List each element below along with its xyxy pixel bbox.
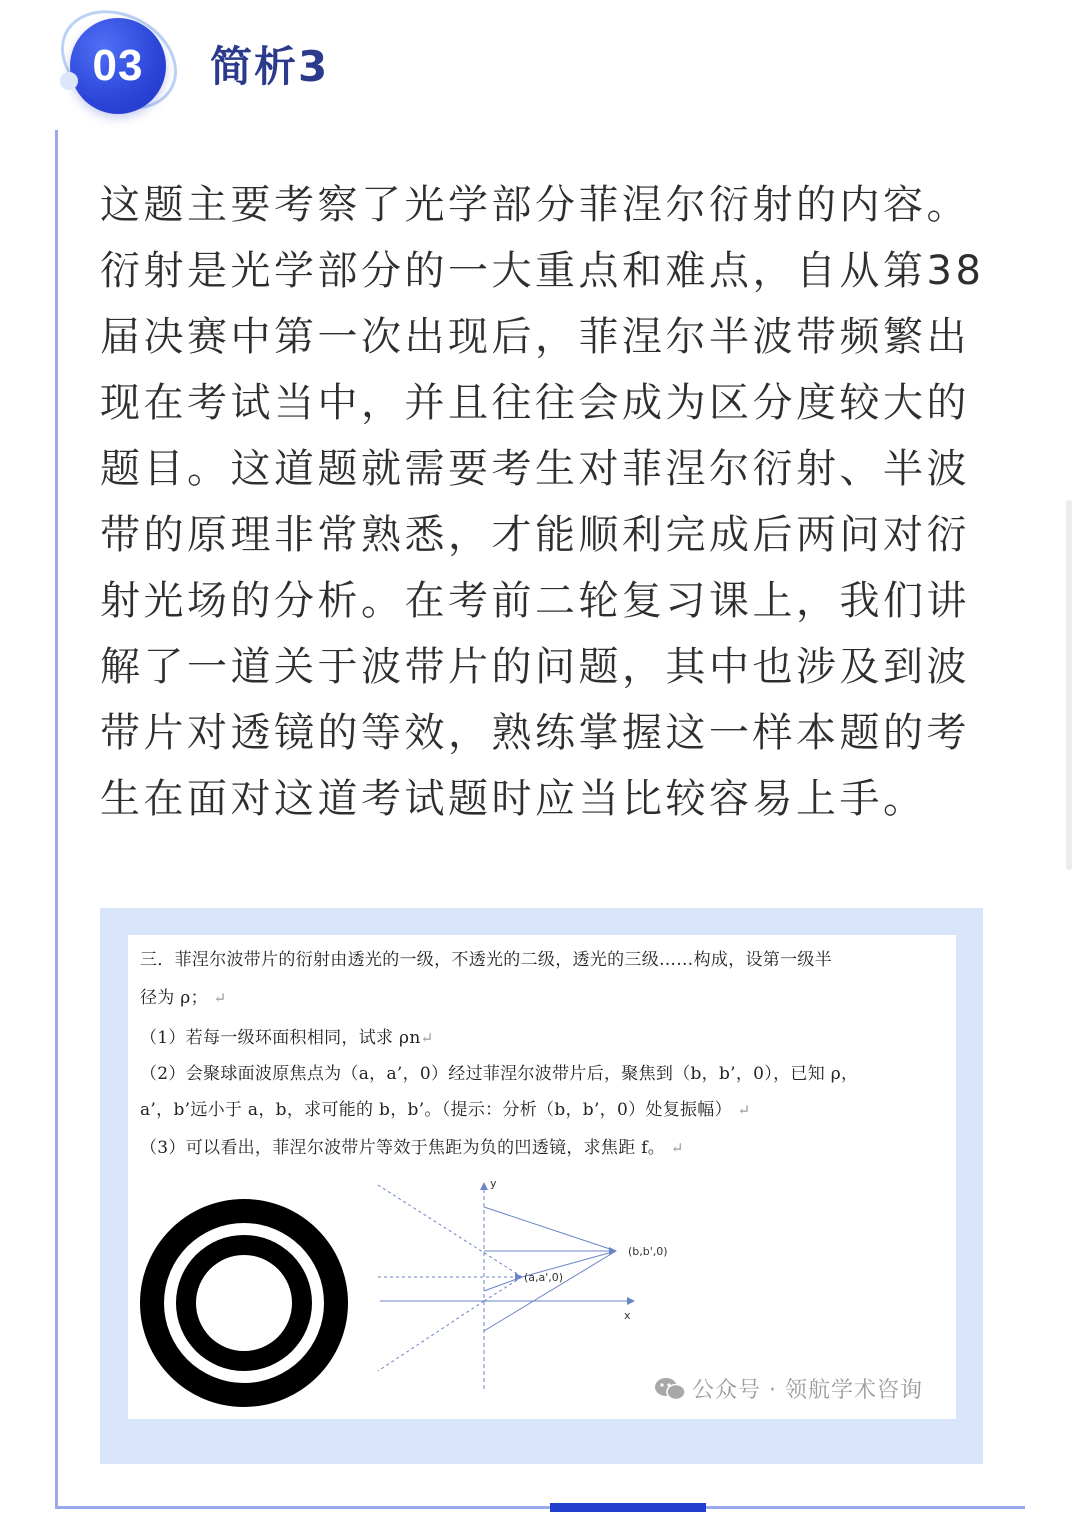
watermark-text: 公众号 · 领航学术咨询	[692, 1378, 923, 1403]
point-b-label: (b,b',0)	[628, 1245, 668, 1258]
paragraph-line: 现在考试当中，并且往往会成为区分度较大的	[100, 380, 970, 426]
paragraph-line: 射光场的分析。在考前二轮复习课上，我们讲	[100, 578, 970, 624]
wechat-icon	[654, 1377, 686, 1401]
watermark	[654, 1373, 923, 1404]
return-mark-icon: ↵	[420, 1029, 434, 1047]
section-badge	[58, 8, 178, 120]
point-a-label: (a,a',0)	[524, 1271, 564, 1284]
bottom-accent-bar	[550, 1503, 706, 1512]
paragraph-line: 题目。这道题就需要考生对菲涅尔衍射、半波	[100, 446, 970, 492]
scrollbar[interactable]	[1066, 500, 1072, 870]
paragraph-line: 带片对透镜的等效，熟练掌握这一样本题的考	[100, 710, 970, 756]
problem-figure	[128, 935, 956, 1419]
left-divider	[55, 130, 58, 1508]
section-title: 简析3	[210, 42, 330, 91]
paragraph-line: 解了一道关于波带片的问题，其中也涉及到波	[100, 644, 970, 690]
return-mark-icon: ↵	[737, 1101, 751, 1119]
paragraph-line: 届决赛中第一次出现后，菲涅尔半波带频繁出	[100, 314, 970, 360]
bottom-divider	[55, 1506, 1025, 1509]
return-mark-icon: ↵	[670, 1139, 684, 1157]
problem-line: 三．菲涅尔波带片的衍射由透光的一级，不透光的二级，透光的三级……构成，设第一级半	[140, 950, 832, 970]
problem-line: 径为 ρ； ↵	[140, 988, 227, 1008]
problem-line: （3）可以看出，菲涅尔波带片等效于焦距为负的凹透镜，求焦距 f。 ↵	[140, 1138, 684, 1158]
x-axis-label: x	[624, 1309, 631, 1322]
badge-number: 03	[92, 41, 144, 90]
y-axis-label: y	[490, 1177, 497, 1190]
problem-line: a’，b’远小于 a，b，求可能的 b，b’。（提示：分析（b，b’，0）处复振幅） ↵	[140, 1100, 751, 1120]
analysis-paragraph	[100, 172, 985, 832]
problem-line: （1）若每一级环面积相同，试求 ρn↵	[140, 1028, 434, 1048]
paragraph-line: 这题主要考察了光学部分菲涅尔衍射的内容。	[100, 182, 970, 228]
paragraph-line: 带的原理非常熟悉，才能顺利完成后两问对衍	[100, 512, 970, 558]
problem-line: （2）会聚球面波原焦点为（a，a’，0）经过菲涅尔波带片后，聚焦到（b，b’，0），已知 ρ，	[140, 1064, 859, 1084]
return-mark-icon: ↵	[213, 989, 227, 1007]
paragraph-line: 生在面对这道考试题时应当比较容易上手。	[100, 776, 927, 822]
paragraph-line: 衍射是光学部分的一大重点和难点，自从第38	[100, 248, 985, 294]
zone-plate-diagram	[138, 1197, 350, 1409]
ray-diagram	[376, 1173, 796, 1393]
